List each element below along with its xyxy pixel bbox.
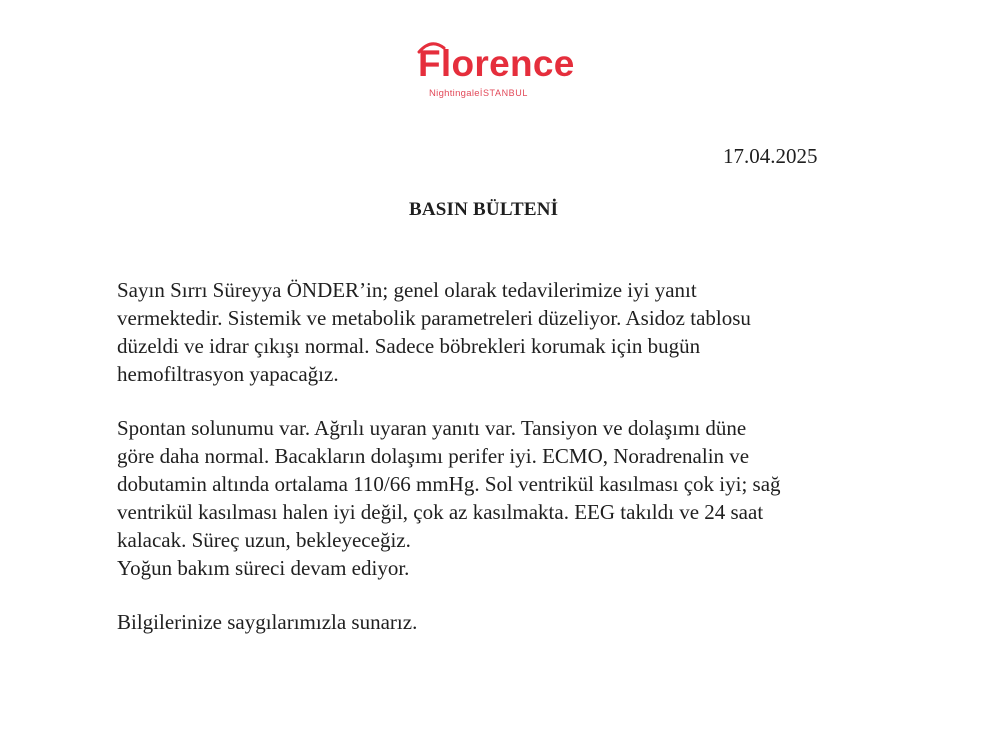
paragraph-line: Yoğun bakım süreci devam ediyor. <box>117 556 410 580</box>
paragraph-line: hemofiltrasyon yapacağız. <box>117 362 339 386</box>
document-title: BASIN BÜLTENİ <box>409 199 559 220</box>
logo-wordmark: Florence <box>418 43 575 84</box>
document-date: 17.04.2025 <box>723 144 818 168</box>
paragraph-line: ventrikül kasılması halen iyi değil, çok az kasılmakta. EEG takıldı ve 24 saat <box>117 500 764 524</box>
paragraph-1 <box>117 276 877 388</box>
paragraph-line: vermektedir. Sistemik ve metabolik parametreleri düzeliyor. Asidoz tablosu <box>117 306 751 330</box>
paragraph-line: Spontan solunumu var. Ağrılı uyaran yanıtı var. Tansiyon ve dolaşımı düne <box>117 416 747 440</box>
logo-subtitle-right: İSTANBUL <box>479 88 528 98</box>
paragraph-line: düzeldi ve idrar çıkışı normal. Sadece böbrekleri korumak için bugün <box>117 334 701 358</box>
closing-line: Bilgilerinize saygılarımızla sunarız. <box>117 610 418 634</box>
paragraph-line: dobutamin altında ortalama 110/66 mmHg. Sol ventrikül kasılması çok iyi; sağ <box>117 472 781 496</box>
paragraph-line: göre daha normal. Bacakların dolaşımı perifer iyi. ECMO, Noradrenalin ve <box>117 444 750 468</box>
paragraph-line: Sayın Sırrı Süreyya ÖNDER’in; genel olarak tedavilerimize iyi yanıt <box>117 278 697 302</box>
logo-subtitle-left: Nightingale <box>429 88 480 99</box>
paragraph-2 <box>117 414 877 582</box>
logo-subtitle <box>429 87 528 100</box>
paragraph-line: kalacak. Süreç uzun, bekleyeceğiz. <box>117 528 411 552</box>
hospital-logo <box>412 40 597 104</box>
